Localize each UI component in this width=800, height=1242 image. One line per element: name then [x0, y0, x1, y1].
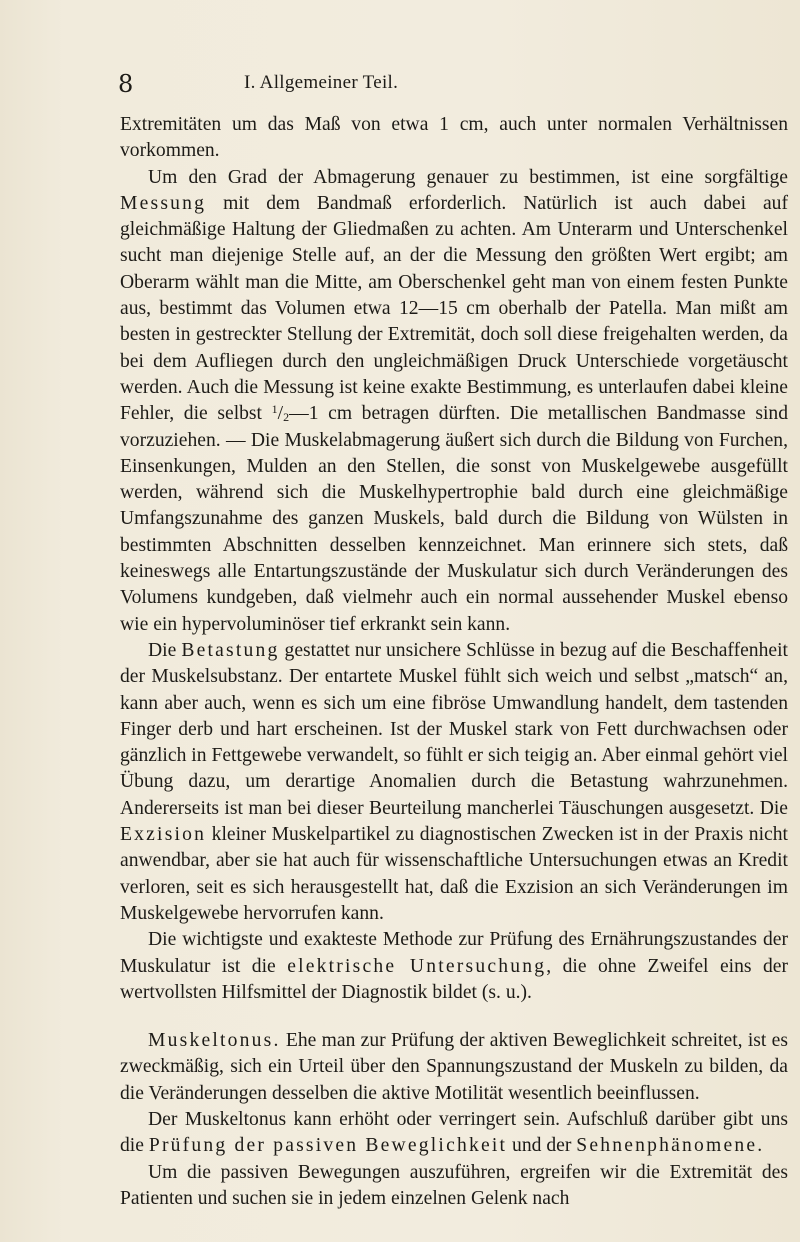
fraction: $^1/_2$ [271, 402, 290, 425]
emphasized-term: Prüfung der passiven Beweglichkeit [148, 1135, 508, 1157]
running-head: I. Allgemeiner Teil. [244, 72, 399, 93]
paragraph-text: Ehe man zur Prüfung der aktiven Beweglichkeit schreitet, ist es zweckmäßig, sich ein Urteil über den Spannungszustand der Muskeln zu bilden, da die Veränderungen desselben die aktive Motilität wesentlich beeinflussen. [120, 1030, 788, 1104]
paragraph-tonus [120, 1107, 788, 1160]
paragraph-text: Um den Grad der Abmagerung genauer zu bestimmen, ist eine sorgfältige [148, 166, 788, 188]
emphasized-term: Exzision [120, 824, 207, 846]
paragraph-text: mit dem Bandmaß erforderlich. Natürlich ist auch dabei auf gleichmäßige Haltung der Gliedmaßen zu achten. Am Unterarm und Unterschenkel sucht man diejenige Stelle auf, an der die Messung den größten Wert ergibt; am Oberarm wählt man die Mitte, am Oberschenkel geht man von einem festen Punkte aus, bestimmt das Volumen etwa 12—15 cm oberhalb der Patella. Man mißt am besten in gestreckter Stellung der Extremität, doch soll diese freigehalten werden, da bei dem Aufliegen durch den ungleichmäßigen Druck Unterschiede vorgetäuscht werden. Auch die Messung ist keine exakte Bestimmung, es unterlaufen dabei kleine Fehler, die selbst [120, 192, 788, 425]
paragraph-text: Die wichtigste und exakteste Methode zur Prüfung des Ernährungszustandes der Muskulatur ist die [120, 929, 788, 977]
paragraph-text: gestattet nur unsichere Schlüsse in bezug auf die Beschaffenheit der Muskelsubstanz. Der entartete Muskel fühlt sich weich und selbst „matsch“ an, kann aber auch, wenn es sich um eine fibröse Umwandlung handelt, dem tastenden Finger derb und hart erscheinen. Ist der Muskel stark von Fett durchwachsen oder gänzlich in Fettgewebe verwandelt, so fühlt er sich teigig an. Aber einmal gehört viel Übung dazu, um derartige Anomalien durch die Betastung wahrzunehmen. Andererseits ist man bei dieser Beurteilung mancherlei Täuschungen ausgesetzt. Die [120, 639, 788, 819]
emphasized-term: Betastung [181, 639, 280, 661]
paragraph-text: —1 cm betragen dürften. Die metallischen Bandmasse sind vorzuziehen. — Die Muskelabmagerung äußert sich durch die Bildung von Furchen, Einsenkungen, Mulden an den Stellen, die sonst von Muskelgewebe ausgefüllt werden, während sich die Muskelhypertrophie bald durch eine gleichmäßige Umfangszunahme des ganzen Muskels, bald durch die Bildung von Wülsten in bestimmten Abschnitten desselben kennzeichnet. Man erinnere sich stets, daß keineswegs alle Entartungszustände der Muskulatur sich durch Veränderungen des Volumens kundgeben, daß vielmehr auch ein normal aussehender Muskel ebenso wie ein hypervoluminöser tief erkrankt sein kann. [120, 403, 788, 635]
page-header [0, 68, 800, 98]
section-heading: Muskeltonus. [148, 1030, 281, 1052]
paragraph-continuation [120, 112, 788, 165]
paragraph-text: Die [148, 639, 182, 661]
fraction-denominator: 2 [283, 410, 290, 425]
paragraph-muskeltonus [120, 1028, 788, 1107]
emphasized-term: elektrische Untersuchung [287, 955, 547, 977]
body-text [120, 112, 788, 1212]
paragraph-text: und der [507, 1135, 577, 1157]
emphasized-term: Sehnenphänomene [576, 1135, 758, 1157]
paragraph-text: , die ohne Zweifel eins der wertvollsten Hilfsmittel der Diagnostik bildet (s. u.). [120, 955, 788, 1003]
paragraph-messung [120, 165, 788, 638]
paragraph-betastung [120, 638, 788, 927]
paragraph-passive [120, 1160, 788, 1213]
page-number: 8 [118, 70, 134, 98]
emphasized-term: Messung [120, 192, 207, 214]
fraction-numerator: 1 [271, 402, 278, 417]
paragraph-text: Extremitäten um das Maß von etwa 1 cm, auch unter normalen Verhältnissen vorkommen. [120, 114, 788, 162]
paragraph-elektrische [120, 927, 788, 1006]
paragraph-text: . [757, 1135, 763, 1157]
paragraph-text: Der Muskeltonus kann erhöht oder verringert sein. Aufschluß darüber gibt uns die [120, 1108, 788, 1157]
paragraph-text: kleiner Muskelpartikel zu diagnostischen Zwecken ist in der Praxis nicht anwendbar, aber sie hat auch für wissenschaftliche Untersuchungen etwas an Kredit verloren, seit es sich herausgestellt hat, daß die Exzision an sich Veränderungen im Muskelgewebe hervorrufen kann. [120, 824, 788, 924]
paragraph-text: Um die passiven Bewegungen auszuführen, ergreifen wir die Extremität des Patienten und suchen sie in jedem einzelnen Gelenk nach [120, 1161, 788, 1209]
